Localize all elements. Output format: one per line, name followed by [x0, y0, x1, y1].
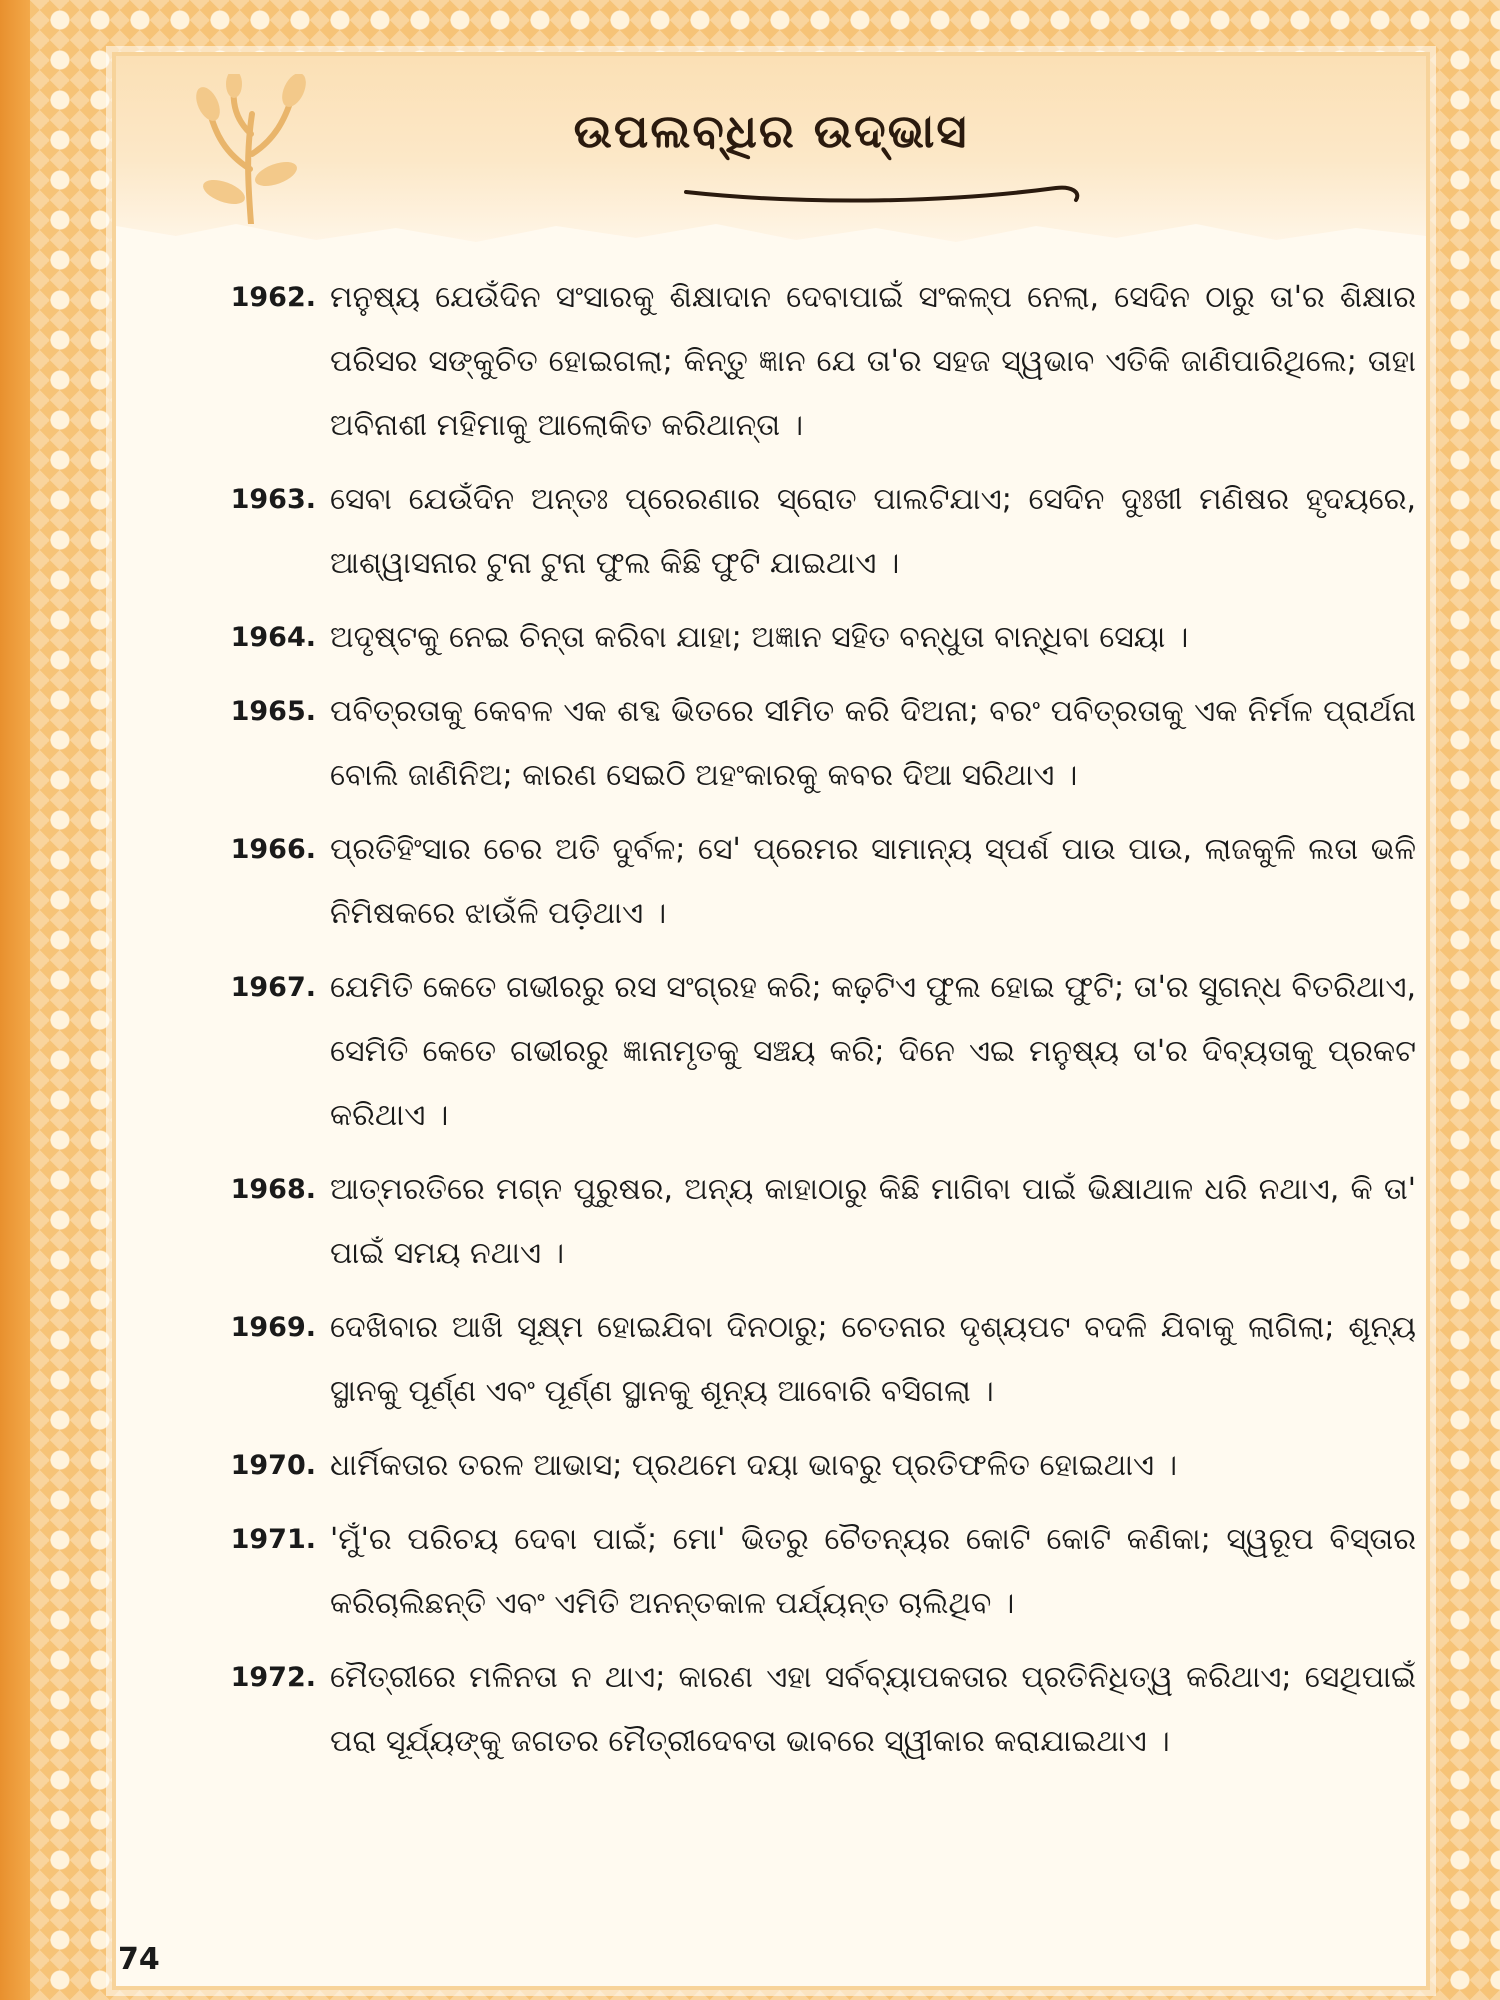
list-item	[186, 1508, 1416, 1636]
list-item	[186, 266, 1416, 458]
list-item	[186, 818, 1416, 946]
torn-paper-edge	[116, 206, 1426, 266]
page-number: 74	[118, 1942, 160, 1977]
entry-number: 1970.	[230, 1450, 316, 1481]
entry-text: ମୈତ୍ରୀରେ ମଳିନତା ନ ଥାଏ; କାରଣ ଏହା ସର୍ବବ୍ୟାପକତାର ପ୍ରତିନିଧିତ୍ୱ କରିଥାଏ; ସେଥିପାଇଁ ପରା ସୂର୍ଯ୍ୟଙ୍କୁ ଜଗତର ମୈତ୍ରୀଦେବତା ଭାବରେ ସ୍ୱୀକାର କରାଯାଇଥାଏ ।	[330, 1660, 1416, 1759]
entry-text: ଯେମିତି କେତେ ଗଭୀରରୁ ରସ ସଂଗ୍ରହ କରି; କଢ଼ଟିଏ ଫୁଲ ହୋଇ ଫୁଟି; ତା'ର ସୁଗନ୍ଧ ବିତରିଥାଏ, ସେମିତି କେତେ ଗଭୀରରୁ ଜ୍ଞାନାମୃତକୁ ସଞ୍ଚୟ କରି; ଦିନେ ଏଇ ମନୁଷ୍ୟ ତା'ର ଦିବ୍ୟତାକୁ ପ୍ରକଟ କରିଥାଏ ।	[330, 970, 1416, 1133]
list-item	[186, 468, 1416, 596]
entry-number: 1965.	[230, 696, 316, 727]
entry-text: ମନୁଷ୍ୟ ଯେଉଁଦିନ ସଂସାରକୁ ଶିକ୍ଷାଦାନ ଦେବାପାଇଁ ସଂକଳ୍ପ ନେଲା, ସେଦିନ ଠାରୁ ତା'ର ଶିକ୍ଷାର ପରିସର ସଙ୍କୁଚିତ ହୋଇଗଲା; କିନ୍ତୁ ଜ୍ଞାନ ଯେ ତା'ର ସହଜ ସ୍ୱଭାବ ଏତିକି ଜାଣିପାରିଥିଲେ; ତାହା ଅବିନାଶୀ ମହିମାକୁ ଆଲୋକିତ କରିଥାନ୍ତା ।	[330, 280, 1416, 443]
list-item	[186, 606, 1416, 670]
entry-number: 1964.	[230, 622, 316, 653]
entry-number: 1966.	[230, 834, 316, 865]
entry-text: ଆତ୍ମରତିରେ ମଗ୍ନ ପୁରୁଷର, ଅନ୍ୟ କାହାଠାରୁ କିଛି ମାଗିବା ପାଇଁ ଭିକ୍ଷାଥାଳ ଧରି ନଥାଏ, କି ତା' ପାଇଁ ସମୟ ନଥାଏ ।	[330, 1172, 1416, 1271]
entry-text: ପବିତ୍ରତାକୁ କେବଳ ଏକ ଶବ୍ଦ ଭିତରେ ସୀମିତ କରି ଦିଅନା; ବରଂ ପବିତ୍ରତାକୁ ଏକ ନିର୍ମଳ ପ୍ରାର୍ଥନା ବୋଲି ଜାଣିନିଅ; କାରଣ ସେଇଠି ଅହଂକାରକୁ କବର ଦିଆ ସରିଥାଏ ।	[330, 694, 1416, 793]
entry-text: ଧାର୍ମିକତାର ତରଳ ଆଭାସ; ପ୍ରଥମେ ଦୟା ଭାବରୁ ପ୍ରତିଫଳିତ ହୋଇଥାଏ ।	[330, 1448, 1178, 1483]
entry-text: 'ମୁଁ'ର ପରିଚୟ ଦେବା ପାଇଁ; ମୋ' ଭିତରୁ ଚୈତନ୍ୟର କୋଟି କୋଟି କଣିକା; ସ୍ୱରୂପ ବିସ୍ତାର କରିଚାଲିଛନ୍ତି ଏବଂ ଏମିତି ଅନନ୍ତକାଳ ପର୍ଯ୍ୟନ୍ତ ଚାଲିଥିବ ।	[330, 1522, 1416, 1621]
entry-text: ପ୍ରତିହିଂସାର ଚେର ଅତି ଦୁର୍ବଳ; ସେ' ପ୍ରେମର ସାମାନ୍ୟ ସ୍ପର୍ଶ ପାଉ ପାଉ, ଲାଜକୁଳି ଲତା ଭଳି ନିମିଷକରେ ଝାଉଁଳି ପଡ଼ିଥାଏ ।	[330, 832, 1416, 931]
entry-text: ସେବା ଯେଉଁଦିନ ଅନ୍ତଃ ପ୍ରେରଣାର ସ୍ରୋତ ପାଲଟିଯାଏ; ସେଦିନ ଦୁଃଖୀ ମଣିଷର ହୃଦୟରେ, ଆଶ୍ୱାସନାର ଟୁନା ଟୁନା ଫୁଲ କିଛି ଫୁଟି ଯାଇଥାଏ ।	[330, 482, 1416, 581]
entry-number: 1962.	[230, 282, 316, 313]
entry-list	[186, 266, 1416, 1784]
entry-number: 1969.	[230, 1312, 316, 1343]
entry-text: ଦେଖିବାର ଆଖି ସୂକ୍ଷ୍ମ ହୋଇଯିବା ଦିନଠାରୁ; ଚେତନାର ଦୃଶ୍ୟପଟ ବଦଳି ଯିବାକୁ ଲାଗିଲା; ଶୂନ୍ୟ ସ୍ଥାନକୁ ପୂର୍ଣ୍ଣ ଏବଂ ପୂର୍ଣ୍ଣ ସ୍ଥାନକୁ ଶୂନ୍ୟ ଆବୋରି ବସିଗଲା ।	[330, 1310, 1416, 1409]
list-item	[186, 1296, 1416, 1424]
list-item	[186, 1646, 1416, 1774]
entry-text: ଅଦୃଷ୍ଟକୁ ନେଇ ଚିନ୍ତା କରିବା ଯାହା; ଅଜ୍ଞାନ ସହିତ ବନ୍ଧୁତା ବାନ୍ଧିବା ସେୟା ।	[330, 620, 1189, 655]
list-item	[186, 956, 1416, 1148]
list-item	[186, 680, 1416, 808]
entry-number: 1963.	[230, 484, 316, 515]
entry-number: 1968.	[230, 1174, 316, 1205]
content-panel	[112, 52, 1430, 1990]
header-banner	[116, 56, 1426, 246]
entry-number: 1967.	[230, 972, 316, 1003]
page-title: ଉପଲବ୍ଧିର ଉଦ୍ଭାସ	[573, 104, 969, 158]
entry-number: 1971.	[230, 1524, 316, 1555]
list-item	[186, 1158, 1416, 1286]
entry-number: 1972.	[230, 1662, 316, 1693]
left-border-strip	[0, 0, 30, 2000]
list-item	[186, 1434, 1416, 1498]
